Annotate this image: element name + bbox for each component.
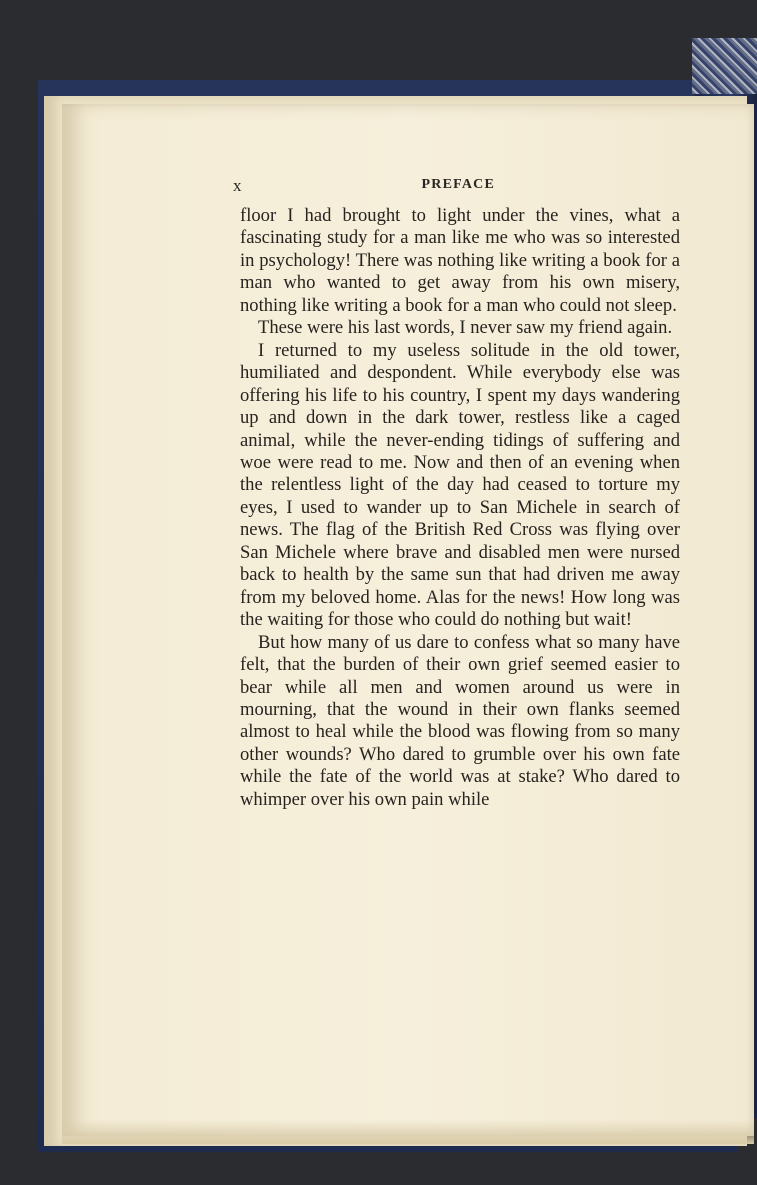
page-bottom-shadow <box>62 1120 754 1144</box>
paragraph: But how many of us dare to confess what so many have felt, that the burden of their own grief seemed easier to bear while all men and women around us were in mourning, that the wound in their own flanks seemed almost to heal while the blood was flowing from so many other wounds? Who dared to grumble over his own fate while the fate of the world was at stake? Who dared to whimper over his own pain while <box>240 631 680 810</box>
page-number: x <box>233 176 242 195</box>
frayed-cloth-corner <box>692 38 757 94</box>
body-text <box>240 205 680 811</box>
paragraph: These were his last words, I never saw my friend again. <box>258 317 673 339</box>
paragraph: I returned to my useless solitude in the old tower, humiliated and despondent. While everybody else was offering his life to his country, I spent my days wandering up and down in the dark tower, restless like a caged animal, while the never-ending tidings of suffering and woe were read to me. Now and then of an evening when the relentless light of the day had ceased to torture my eyes, I used to wander up to San Michele in search of news. The flag of the British Red Cross was flying over San Michele where brave and disabled men were nursed back to health by the same sun that had driven me away from my beloved home. Alas for the news! How long was the waiting for those who could do nothing but wait! <box>240 339 680 631</box>
paragraph: floor I had brought to light under the vines, what a fascinating study for a man like me who was so interested in psychology! There was nothing like writing a book for a man who wanted to get away from his own misery, nothing like writing a book for a man who could not sleep. <box>240 205 680 316</box>
running-head-title: PREFACE <box>421 177 495 192</box>
running-head <box>233 176 495 196</box>
